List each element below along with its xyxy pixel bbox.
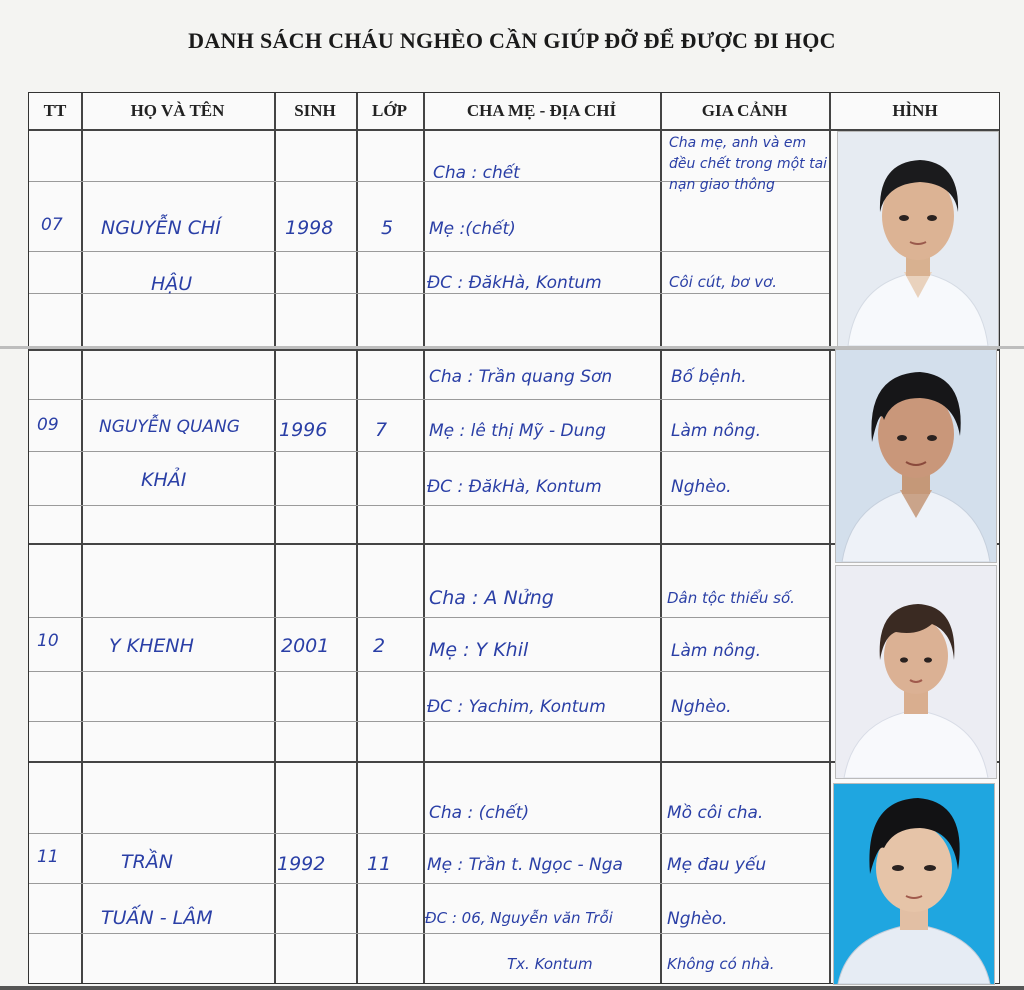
row-family-line: Nghèo. — [667, 909, 728, 929]
row-family-line: Bố bệnh. — [671, 367, 747, 387]
photo-student — [837, 131, 999, 347]
header-birth: SINH — [294, 101, 336, 120]
row-birth: 2001 — [281, 635, 330, 657]
boy-portrait-icon — [836, 350, 996, 562]
row-grade: 5 — [381, 217, 394, 239]
header-name: HỌ VÀ TÊN — [130, 101, 225, 120]
row-name-line2: KHẢI — [141, 469, 187, 491]
col-divider — [81, 93, 83, 983]
row-grade: 2 — [373, 635, 386, 657]
col-divider — [829, 93, 831, 983]
photo-student — [833, 783, 995, 985]
row-father: Cha : (chết) — [429, 803, 530, 823]
row-mother: Mẹ : Trần t. Ngọc - Nga — [427, 855, 623, 875]
row-family-line: Không có nhà. — [667, 955, 775, 973]
row-grade: 7 — [375, 419, 388, 441]
row-father: Cha : Trần quang Sơn — [429, 367, 613, 387]
row-grade: 11 — [367, 853, 392, 875]
row-name-line1: NGUYỄN CHÍ — [101, 217, 221, 239]
col-divider — [660, 93, 662, 983]
row-address: ĐC : Yachim, Kontum — [427, 697, 606, 717]
row-address: ĐC : ĐăkHà, Kontum — [427, 273, 602, 293]
row-father: Cha : chết — [433, 163, 520, 183]
row-name-line2: TUẤN - LÂM — [101, 907, 213, 929]
row-family-line: Cha mẹ, anh và em đều chết trong một tai nạn giao thông — [669, 135, 828, 193]
row-name-line2: HẬU — [151, 273, 193, 295]
student-table — [28, 92, 1000, 984]
row-tt: 07 — [41, 215, 63, 235]
row-family-line: Nghèo. — [671, 697, 732, 717]
row-mother: Mẹ : Y Khil — [429, 639, 529, 661]
row-family-line: Mồ côi cha. — [667, 803, 764, 823]
boy-portrait-icon — [834, 784, 994, 984]
page-seam — [0, 346, 1024, 349]
photo-student — [835, 349, 997, 563]
row-address-line2: Tx. Kontum — [507, 955, 593, 973]
row-family-line: Dân tộc thiểu số. — [667, 589, 795, 607]
header-grade: LỚP — [372, 101, 407, 120]
row-name-line1: NGUYỄN QUANG — [99, 417, 240, 437]
row-family-line: Nghèo. — [671, 477, 732, 497]
row-mother: Mẹ :(chết) — [429, 219, 516, 239]
header-family: GIA CẢNH — [701, 101, 788, 120]
row-family-line: Côi cút, bơ vơ. — [669, 273, 778, 291]
col-divider — [274, 93, 276, 983]
row-name-line1: Y KHENH — [109, 635, 194, 657]
row-family-line: Làm nông. — [671, 641, 761, 661]
row-tt: 09 — [37, 415, 59, 435]
photo-student — [835, 565, 997, 779]
header-photo: HÌNH — [892, 101, 938, 120]
document-title: DANH SÁCH CHÁU NGHÈO CẦN GIÚP ĐỠ ĐỂ ĐƯỢC ĐI HỌC — [188, 28, 836, 53]
row-birth: 1998 — [285, 217, 334, 239]
row-birth: 1996 — [279, 419, 328, 441]
col-divider — [356, 93, 358, 983]
row-address: ĐC : ĐăkHà, Kontum — [427, 477, 602, 497]
row-mother: Mẹ : lê thị Mỹ - Dung — [429, 421, 606, 441]
header-tt: TT — [43, 101, 67, 120]
row-address: ĐC : 06, Nguyễn văn Trỗi — [425, 909, 613, 927]
girl-portrait-icon — [836, 566, 996, 778]
row-birth: 1992 — [277, 853, 326, 875]
boy-portrait-icon — [838, 132, 998, 346]
row-father: Cha : A Nửng — [429, 587, 554, 609]
row-tt: 11 — [37, 847, 59, 867]
row-family-line: Mẹ đau yếu — [667, 855, 767, 875]
row-tt: 10 — [37, 631, 59, 651]
header-parents: CHA MẸ - ĐỊA CHỈ — [466, 101, 617, 120]
page-edge — [0, 986, 1024, 990]
col-divider — [423, 93, 425, 983]
row-name-line1: TRẦN — [121, 851, 174, 873]
row-family-line: Làm nông. — [671, 421, 761, 441]
